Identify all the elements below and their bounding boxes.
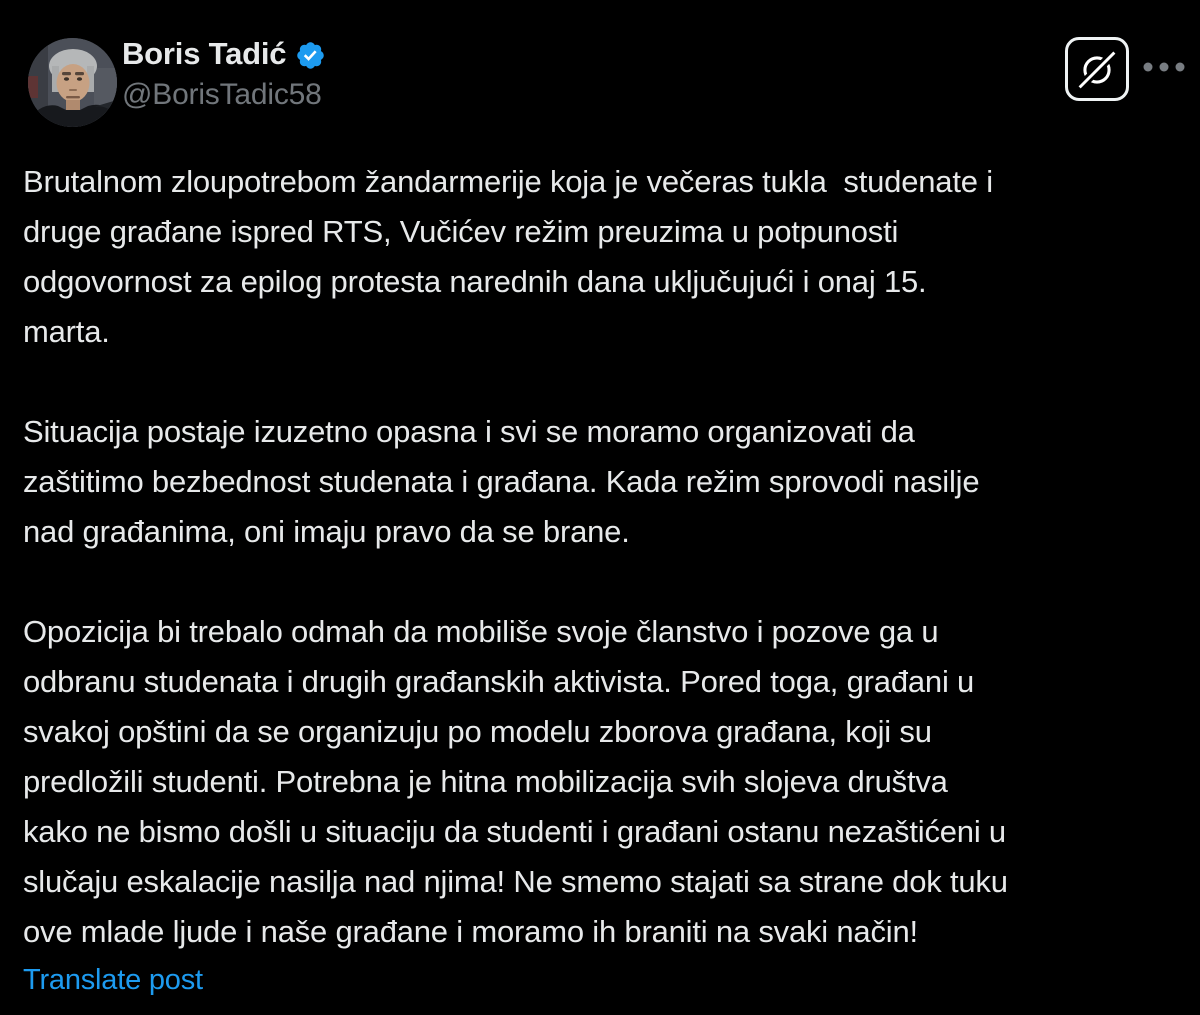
tweet-text-line: Opozicija bi trebalo odmah da mobiliše svoje članstvo i pozove ga u: [23, 614, 939, 649]
tweet-text-line: svakoj opštini da se organizuju po modelu zborova građana, koji su: [23, 714, 932, 749]
more-button[interactable]: [1142, 60, 1188, 74]
more-ellipsis-icon: [1142, 61, 1186, 73]
tweet-text-line: Situacija postaje izuzetno opasna i svi se moramo organizovati da: [23, 414, 915, 449]
user-handle[interactable]: @BorisTadic58: [122, 78, 322, 111]
tweet-text-line: odgovornost za epilog protesta narednih dana uključujući i onaj 15.: [23, 264, 927, 299]
tweet-paragraph: [23, 407, 1200, 557]
identity-block: [122, 36, 326, 112]
tweet-paragraph: [23, 157, 1200, 357]
translate-post-link[interactable]: Translate post: [23, 964, 203, 996]
display-name[interactable]: Boris Tadić: [122, 36, 287, 71]
tweet-text-line: kako ne bismo došli u situaciju da studenti i građani ostanu nezaštićeni u: [23, 814, 1006, 849]
tweet-text-line: predložili studenti. Potrebna je hitna mobilizacija svih slojeva društva: [23, 764, 948, 799]
tweet-header: [0, 0, 1200, 127]
avatar[interactable]: [28, 38, 117, 127]
tweet-text-line: ove mlade ljude i naše građane i moramo ih braniti na svaki način!: [23, 914, 918, 949]
tweet-text-line: Brutalnom zloupotrebom žandarmerije koja je večeras tukla studenate i: [23, 164, 993, 199]
tweet-text-line: marta.: [23, 314, 110, 349]
tweet-text-line: slučaju eskalacije nasilja nad njima! Ne smemo stajati sa strane dok tuku: [23, 864, 1008, 899]
tweet-text-line: druge građane ispred RTS, Vučićev režim preuzima u potpunosti: [23, 214, 899, 249]
profile-photo-illustration: [28, 38, 117, 127]
tweet-text-line: nad građanima, oni imaju pravo da se brane.: [23, 514, 630, 549]
tweet-paragraph: [23, 607, 1200, 957]
tweet-text-line: odbranu studenata i drugih građanskih aktivista. Pored toga, građani u: [23, 664, 975, 699]
grok-button[interactable]: [1065, 37, 1129, 101]
grok-logo-icon: [1069, 41, 1125, 97]
name-row: [122, 36, 326, 72]
verified-badge-icon: [295, 40, 326, 71]
tweet-text-line: zaštitimo bezbednost studenata i građana. Kada režim sprovodi nasilje: [23, 464, 980, 499]
tweet-text: [23, 157, 1200, 957]
